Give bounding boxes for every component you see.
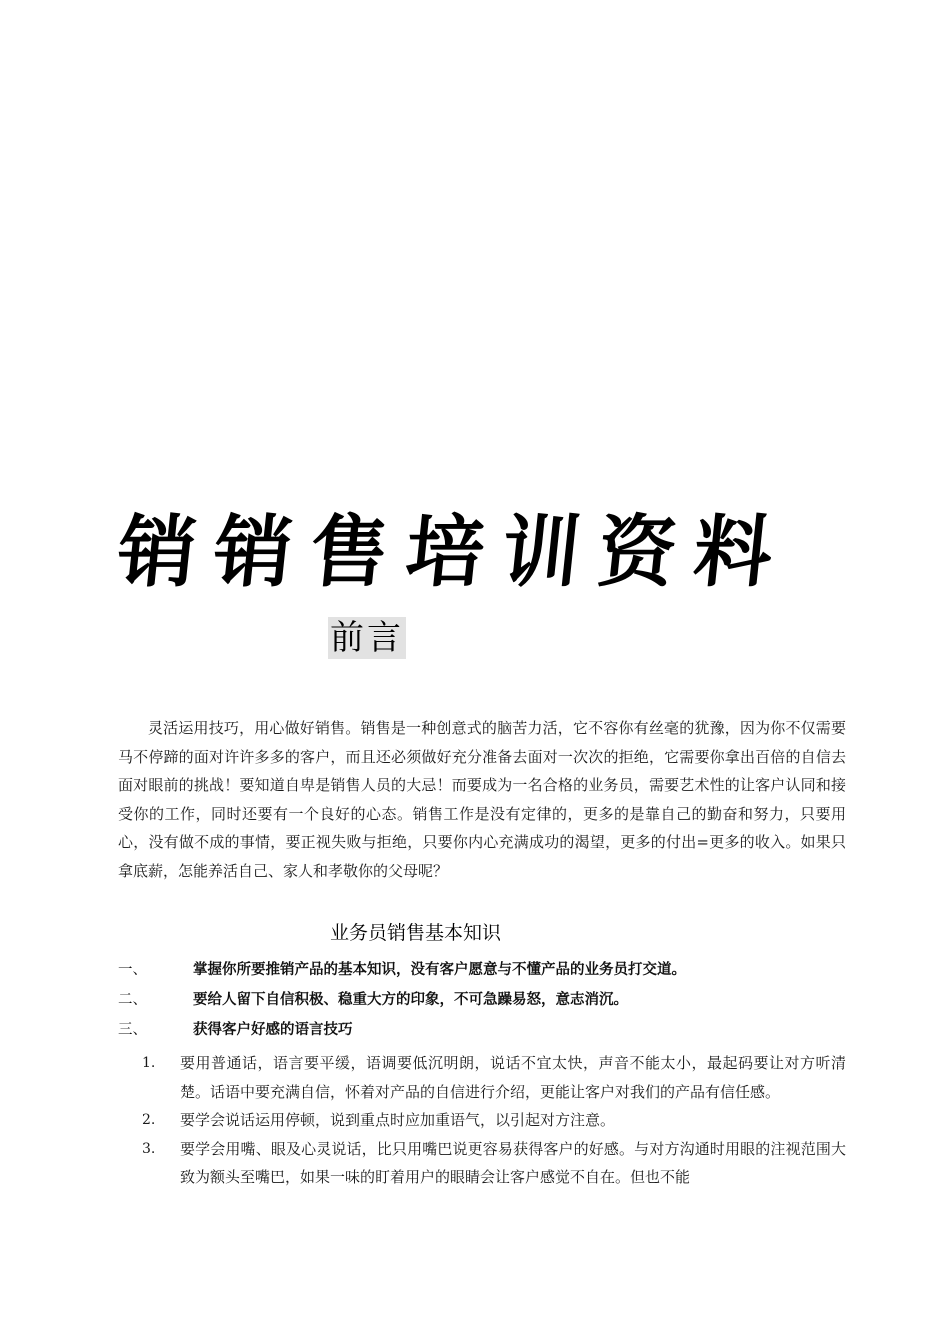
tip-item [140,1106,846,1135]
outline-number: 一、 [118,962,147,978]
tip-text: 要用普通话，语言要平缓，语调要低沉明朗，说话不宜太快，声音不能太小，最起码要让对方听清楚。话语中要充满自信，怀着对产品的自信进行介绍，更能让客户对我们的产品有信任感。 [180,1054,846,1101]
section-heading: 业务员销售基本知识 [330,922,502,944]
outline-text: 掌握你所要推销产品的基本知识，没有客户愿意与不懂产品的业务员打交道。 [193,962,686,978]
preface-heading: 前言 [330,618,404,658]
outline-list [118,955,858,1045]
outline-number: 三、 [118,1022,147,1038]
intro-paragraph: 灵活运用技巧，用心做好销售。销售是一种创意式的脑苦力活，它不容你有丝毫的犹豫，因为你不仅需要马不停蹄的面对许许多多的客户，而且还必须做好充分准备去面对一次次的拒绝，它需要你拿出百倍的自信去面对眼前的挑战！要知道自卑是销售人员的大忌！而要成为一名合格的业务员，需要艺术性的让客户认同和接受你的工作，同时还要有一个良好的心态。销售工作是没有定律的，更多的是靠自己的勤奋和努力，只要用心，没有做不成的事情，要正视失败与拒绝，只要你内心充满成功的渴望，更多的付出=更多的收入。如果只拿底薪，怎能养活自己、家人和孝敬你的父母呢？ [118,719,846,880]
outline-item [118,955,858,985]
outline-number: 二、 [118,992,147,1008]
outline-text: 要给人留下自信积极、稳重大方的印象，不可急躁易怒，意志消沉。 [193,992,628,1008]
document-title: 销销售培训资料 [113,508,795,598]
outline-item [118,985,858,1015]
tip-item [140,1135,846,1192]
outline-text: 获得客户好感的语言技巧 [193,1022,353,1038]
tip-number: 3. [142,1140,156,1157]
tip-number: 2. [142,1112,156,1128]
outline-item [118,1015,858,1045]
tip-text: 要学会用嘴、眼及心灵说话，比只用嘴巴说更容易获得客户的好感。与对方沟通时用眼的注视范围大致为额头至嘴巴，如果一味的盯着用户的眼睛会让客户感觉不自在。但也不能 [180,1139,846,1186]
tip-item [140,1049,846,1106]
tips-list [140,1049,846,1192]
tip-number: 1. [142,1055,156,1071]
tip-text: 要学会说话运用停顿，说到重点时应加重语气，以引起对方注意。 [180,1111,616,1129]
